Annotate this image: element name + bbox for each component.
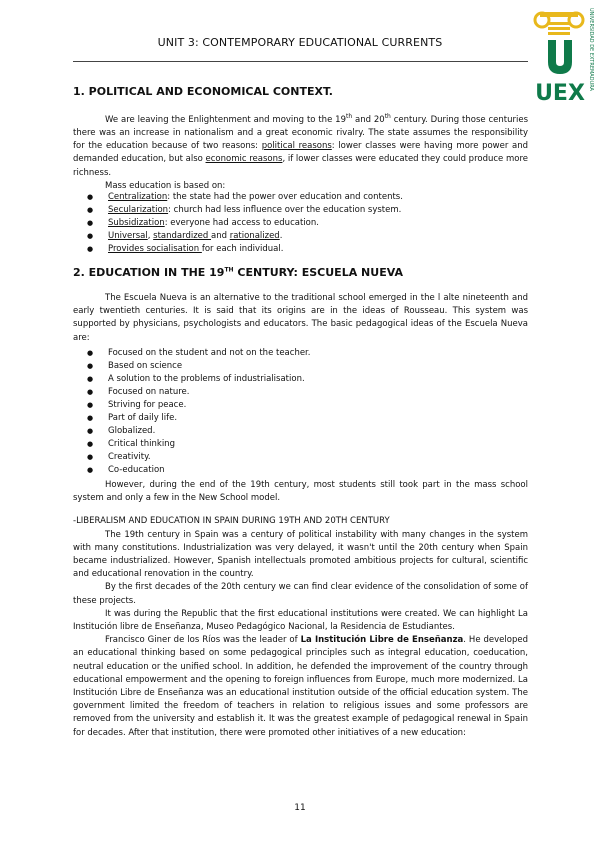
section1-intro [73,110,528,193]
superscript: th [384,113,391,120]
section1-paragraph [73,110,528,180]
superscript: TH [224,266,234,274]
underlined-term: Subsidization [108,218,165,228]
list-item: ● Critical thinking [73,438,528,451]
section1-heading: 1. POLITICAL AND ECONOMICAL CONTEXT. [73,85,333,98]
logo-letters: UEX [535,81,585,104]
section1-bullet-list [73,191,528,256]
header-divider [73,61,528,62]
list-item: ● Striving for peace. [73,399,528,412]
text-run: for each individual. [201,244,284,254]
text-run: CENTURY: ESCUELA NUEVA [233,266,403,279]
list-item: ● Based on science [73,360,528,373]
list-item: ● Globalized. [73,425,528,438]
logo-caption: UNIVERSIDAD DE EXTREMADURA [588,8,594,91]
university-logo [530,4,600,104]
underlined-term: Centralization [108,192,168,202]
list-item [73,217,528,230]
text-run: . He developed an educational thinking based on some pedagogical principles such as integral education, coeducation, neutral education or the unified school. In addition, he defended the improvement of the country through educational empowerment and the opening to foreign influences from Europe, much more modernized. La Institución Libre de Enseñanza was an educational institution outside of the official education system. The government limited the freedom of teachers in relation to religious issues and some professors are removed from the university and establish it. It was the greatest example of pedagogical renewal in Spain for decades. After that institution, there were promoted other initiatives of a new education: [73,635,528,738]
text-run: century. During those centuries there was an increase in nationalism and a great economic rivalry. The state assumes the responsibility for the education because of two reasons: [73,114,529,152]
section2-paragraph: The 19th century in Spain was a century of political instability with many changes in the system with many constitutions. Industrialization was very delayed, it wasn't until the 20th century when Spain became industrialized. However, Spanish intellectuals promoted ambitious projects for cultural, scientific and educational renovation in the country. [73,529,528,580]
superscript: th [345,113,353,120]
list-item [73,191,528,204]
header-title: UNIT 3: CONTEMPORARY EDUCATIONAL CURRENTS [157,36,443,49]
underlined-term: rationalized [229,231,280,241]
list-item: ● A solution to the problems of industrialisation. [73,373,528,386]
section2-paragraph: It was during the Republic that the first educational institutions were created. We can highlight La Institución libre de Enseñanza, Museo Pedagógico Nacional, la Residencia de Estudiantes. [73,608,528,633]
text-run: : the state had the power over education and contents. [167,192,403,202]
section2-body [73,479,528,740]
underlined-term: Provides socialisation [108,244,202,254]
text-run: , [147,231,154,241]
text-run: and [211,231,230,241]
text-run: 2. EDUCATION IN THE 19 [73,266,225,279]
section2-subheading: -LIBERALISM AND EDUCATION IN SPAIN DURING 19TH AND 20TH CENTURY [73,516,390,527]
list-item: ● Part of daily life. [73,412,528,425]
section2-paragraph: By the first decades of the 20th century we can find clear evidence of the consolidation of some of these projects. [73,582,528,606]
text-run: Francisco Giner de los Ríos was the leader of [105,635,301,646]
list-item [73,204,528,217]
section2-paragraph [73,634,528,740]
text-run: : church had less influence over the education system. [168,205,402,215]
underlined-term: standardized [153,231,211,241]
section1-mass-education: Mass education is based on: [105,180,226,191]
section2-bullet-list [73,347,528,477]
section2-heading [73,266,403,279]
list-item [73,243,528,256]
underlined-term: economic reasons [205,154,283,165]
list-item: ● Focused on nature. [73,386,528,399]
uex-logo-icon [530,4,600,104]
underlined-term: Secularization [108,205,169,215]
section2-intro [73,292,528,345]
underlined-term: political reasons [261,141,332,152]
text-run: , if lower classes were educated they could produce more richness. [73,154,528,178]
section2-paragraph: The Escuela Nueva is an alternative to the traditional school emerged in the l alte nineteenth and early twentieth centuries. It is said that its origins are in the ideas of Rousseau. This system was supported by physicians, psychologists and educators. The basic pedagogical ideas of the Escuela Nueva are: [73,293,528,343]
list-item [73,230,528,243]
text-run: . [279,231,283,241]
page-number: 11 [294,803,306,813]
text-run: We are leaving the Enlightenment and moving to the 19 [105,114,346,125]
list-item: ● Co-education [73,464,528,477]
list-item: ● Focused on the student and not on the teacher. [73,347,528,360]
text-run: and 20 [352,114,385,125]
list-item: ● Creativity. [73,451,528,464]
text-run: : everyone had access to education. [164,218,319,228]
section2-paragraph: However, during the end of the 19th century, most students still took part in the mass school system and only a few in the New School model. [73,480,528,504]
text-run: : lower classes were having more power and demanded education, but also [73,141,529,165]
underlined-term: Universal [108,231,148,241]
bold-term: La Institución Libre de Enseñanza [300,635,464,646]
